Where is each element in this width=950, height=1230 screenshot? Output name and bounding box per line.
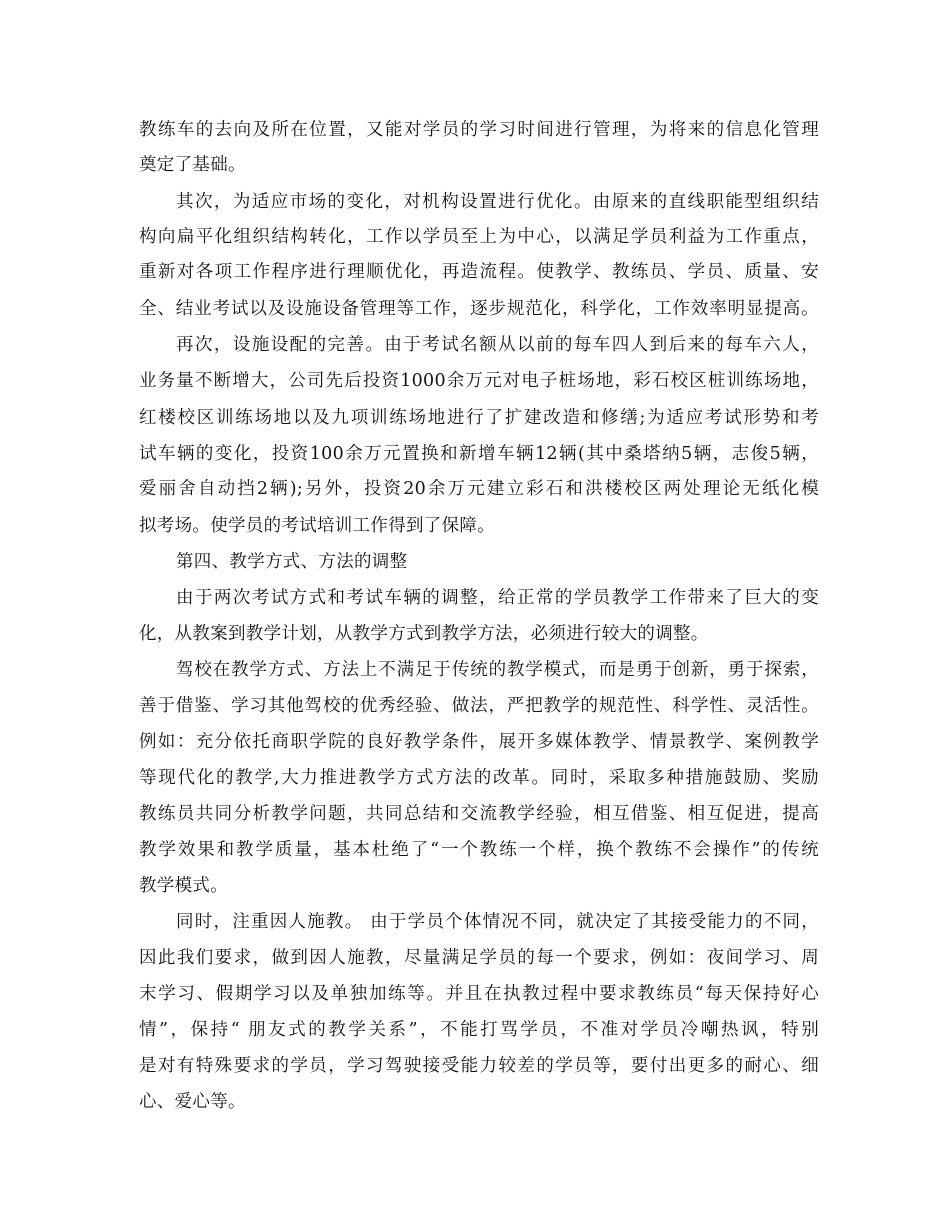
text-line-23: 同时，注重因人施教。 由于学员个体情况不同，就决定了其接受能力的不同，	[176, 912, 819, 932]
text-line-27: 是对有特殊要求的学员，学习驾驶接受能力较差的学员等，要付出更多的耐心、细	[139, 1056, 819, 1076]
text-line-25: 末学习、假期学习以及单独加练等。并且在执教过程中要求教练员“每天保持好心	[139, 984, 819, 1004]
text-line-26: 情”，保持“ 朋友式的教学关系”，不能打骂学员，不准对学员冷嘲热讽，特别	[139, 1020, 819, 1040]
text-line-17: 善于借鉴、学习其他驾校的优秀经验、做法，严把教学的规范性、科学性、灵活性。	[139, 696, 819, 716]
text-line-8: 业务量不断增大，公司先后投资1000余万元对电子桩场地，彩石校区桩训练场地，	[139, 371, 819, 391]
text-line-12: 拟考场。使学员的考试培训工作得到了保障。	[139, 516, 495, 536]
text-line-7: 再次，设施设配的完善。由于考试名额从以前的每车四人到后来的每车六人，	[176, 335, 819, 355]
text-line-21: 教学效果和教学质量，基本杜绝了“一个教练一个样，换个教练不会操作”的传统	[139, 840, 819, 860]
text-line-16: 驾校在教学方式、方法上不满足于传统的教学模式，而是勇于创新，勇于探索，	[176, 660, 819, 680]
text-line-14: 由于两次考试方式和考试车辆的调整，给正常的学员教学工作带来了巨大的变	[176, 588, 819, 608]
text-line-6: 全、结业考试以及设施设备管理等工作，逐步规范化，科学化，工作效率明显提高。	[139, 299, 819, 319]
text-line-18: 例如：充分依托商职学院的良好教学条件，展开多媒体教学、情景教学、案例教学	[139, 732, 819, 752]
text-line-5: 重新对各项工作程序进行理顺优化，再造流程。使教学、教练员、学员、质量、安	[139, 262, 819, 282]
text-line-1: 教练车的去向及所在位置，又能对学员的学习时间进行管理，为将来的信息化管理	[139, 120, 819, 140]
text-line-19: 等现代化的教学,大力推进教学方式方法的改革。同时，采取多种措施鼓励、奖励	[139, 768, 819, 788]
section-heading: 第四、教学方式、方法的调整	[176, 552, 408, 572]
text-line-28: 心、爱心等。	[139, 1092, 246, 1112]
text-line-22: 教学模式。	[139, 876, 228, 896]
text-line-2: 奠定了基础。	[139, 155, 246, 175]
text-line-4: 构向扁平化组织结构转化，工作以学员至上为中心，以满足学员利益为工作重点，	[139, 227, 819, 247]
text-line-24: 因此我们要求，做到因人施教，尽量满足学员的每一个要求，例如：夜间学习、周	[139, 948, 819, 968]
text-line-11: 爱丽舍自动挡2辆);另外，投资20余万元建立彩石和洪楼校区两处理论无纸化模	[139, 479, 819, 499]
text-line-3: 其次，为适应市场的变化，对机构设置进行优化。由原来的直线职能型组织结	[176, 192, 819, 212]
text-line-9: 红楼校区训练场地以及九项训练场地进行了扩建改造和修缮;为适应考试形势和考	[139, 408, 819, 428]
text-line-10: 试车辆的变化，投资100余万元置换和新增车辆12辆(其中桑塔纳5辆，志俊5辆，	[139, 444, 819, 464]
text-line-20: 教练员共同分析教学问题，共同总结和交流教学经验，相互借鉴、相互促进，提高	[139, 804, 819, 824]
text-line-15: 化，从教案到教学计划，从教学方式到教学方法，必须进行较大的调整。	[139, 624, 709, 644]
